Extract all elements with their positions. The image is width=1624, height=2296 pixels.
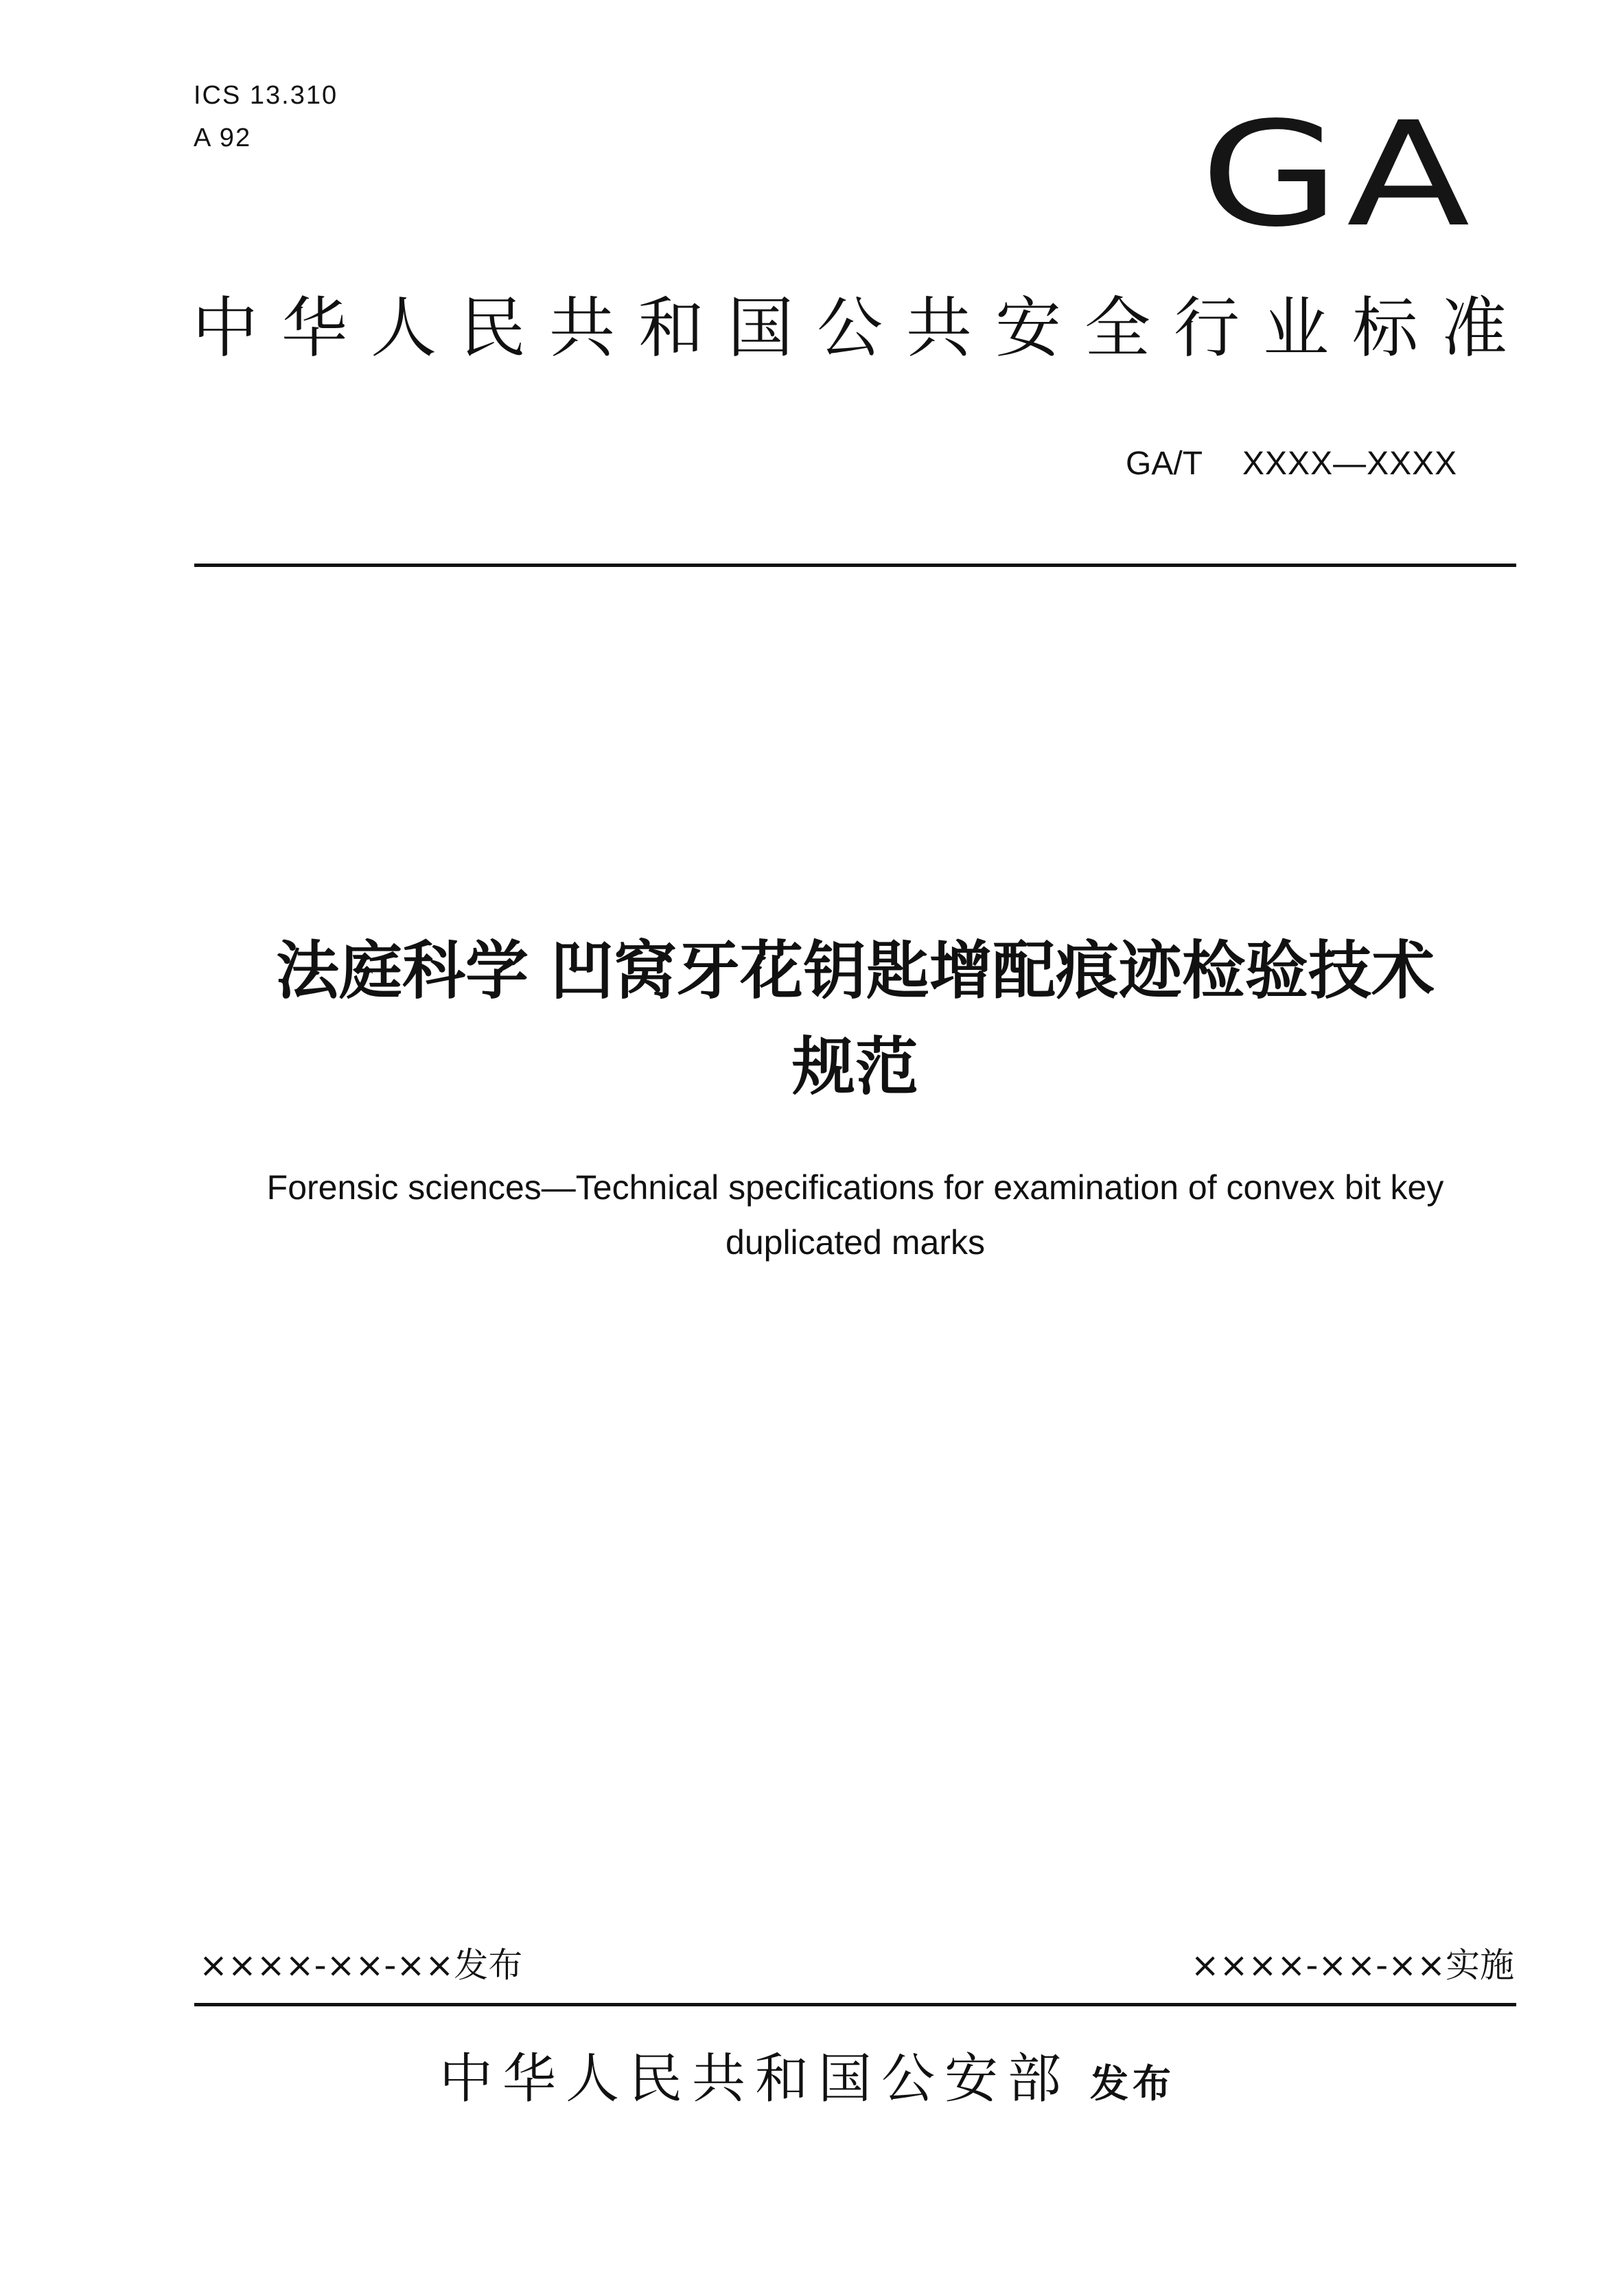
standard-number-value: XXXX—XXXX xyxy=(1242,445,1458,482)
footer-divider xyxy=(194,2003,1516,2006)
ics-code: ICS 13.310 xyxy=(194,81,338,110)
issuer-name: 中华人民共和国公安部 xyxy=(439,2048,1071,2110)
title-cn-line-1: 法庭科学 凹窝牙花钥匙增配痕迹检验技术 xyxy=(275,934,1435,1008)
document-title-chinese xyxy=(194,923,1516,1115)
title-en-line-1: Forensic sciences—Technical specifications for examination of convex bit key xyxy=(266,1168,1444,1207)
standard-number-prefix: GA/T xyxy=(1126,445,1203,482)
standard-number xyxy=(1126,445,1457,483)
issuing-authority xyxy=(439,2048,1176,2110)
title-cn-line-2: 规范 xyxy=(791,1030,918,1104)
issuer-suffix: 发布 xyxy=(1090,2062,1176,2107)
classification-code: A 92 xyxy=(194,124,252,152)
ga-logo: GA xyxy=(1200,91,1477,259)
implementation-date: ××××-××-××实施 xyxy=(1190,1945,1514,1985)
title-en-line-2: duplicated marks xyxy=(726,1223,985,1262)
document-title-english xyxy=(194,1160,1516,1270)
standard-category-title: 中华人民共和国公共安全行业标准 xyxy=(192,290,1531,367)
header-divider xyxy=(194,564,1516,567)
issue-date: ××××-××-××发布 xyxy=(199,1945,523,1985)
